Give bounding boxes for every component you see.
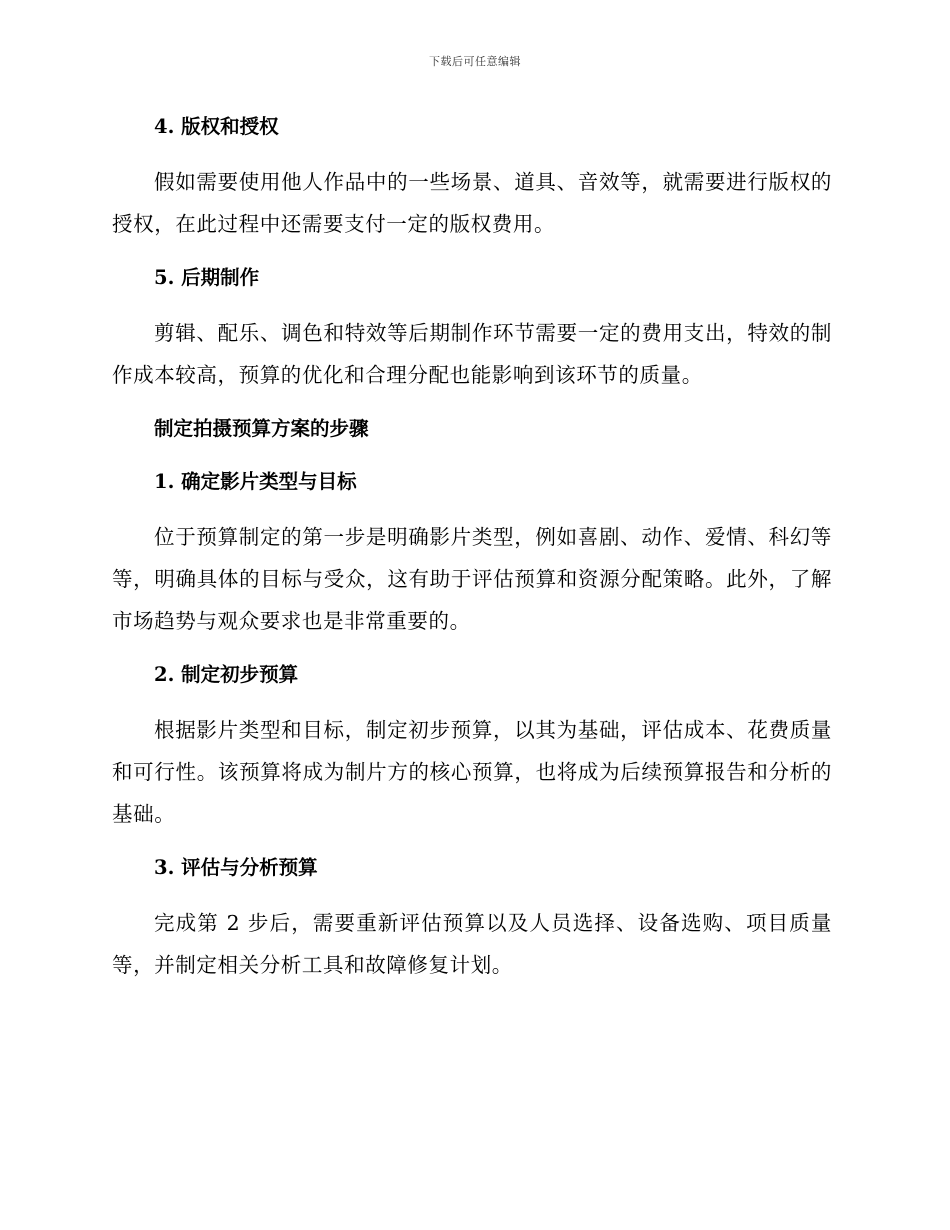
section-heading-budget-steps: 制定拍摄预算方案的步骤 [154,417,369,440]
section-heading-copyright: 4. 版权和授权 [154,115,279,138]
paragraph-copyright: 假如需要使用他人作品中的一些场景、道具、音效等，就需要进行版权的授权，在此过程中还需要支付一定的版权费用。 [112,170,832,236]
paragraph-step-2: 根据影片类型和目标，制定初步预算，以其为基础，评估成本、花费质量和可行性。该预算将成为制片方的核心预算，也将成为后续预算报告和分析的基础。 [112,718,832,826]
section-heading-step-3: 3. 评估与分析预算 [154,856,318,879]
paragraph-post-production: 剪辑、配乐、调色和特效等后期制作环节需要一定的费用支出，特效的制作成本较高，预算的优化和合理分配也能影响到该环节的质量。 [112,321,832,387]
section-heading-step-1: 1. 确定影片类型与目标 [154,470,357,493]
document-body [112,108,832,1000]
paragraph-step-1: 位于预算制定的第一步是明确影片类型，例如喜剧、动作、爱情、科幻等等，明确具体的目标与受众，这有助于评估预算和资源分配策略。此外，了解市场趋势与观众要求也是非常重要的。 [112,525,832,633]
section-heading-step-2: 2. 制定初步预算 [154,663,299,686]
paragraph-step-3: 完成第 2 步后，需要重新评估预算以及人员选择、设备选购、项目质量等，并制定相关分析工具和故障修复计划。 [112,911,832,977]
page-header: 下载后可任意编辑 [429,55,521,68]
section-heading-post-production: 5. 后期制作 [154,266,260,289]
